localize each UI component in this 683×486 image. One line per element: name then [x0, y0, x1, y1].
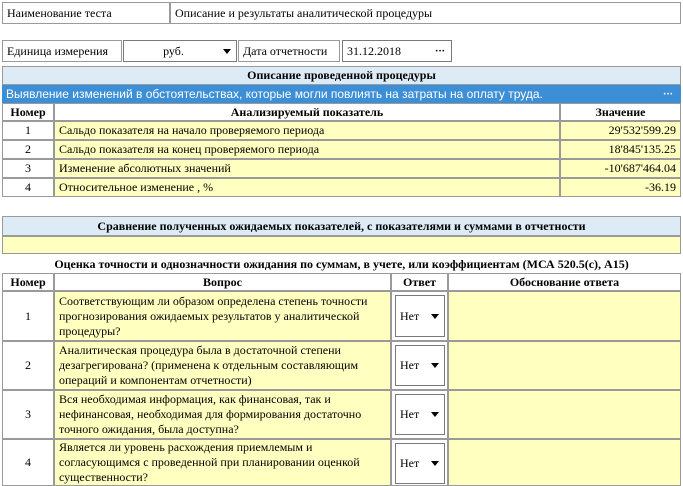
indicator-value: -10'687'464.04	[560, 159, 681, 178]
row-number: 3	[2, 159, 54, 178]
indicator-name: Изменение абсолютных значений	[54, 159, 560, 178]
answer-value: Нет	[400, 308, 420, 323]
question-text: Является ли уровень расхождения приемлемым и согласующимся с проведенной при планировании оценкой существенности?	[54, 439, 391, 486]
question-text: Аналитическая процедура была в достаточной степени дезагрегирована? (применена к отдельным составляющим операций и компонентам отчетности)	[54, 341, 391, 390]
column-header: Ответ	[391, 273, 448, 291]
procedure-description[interactable]	[2, 85, 681, 103]
row-number: 4	[2, 439, 54, 486]
chevron-down-icon	[431, 314, 439, 319]
answer-value: Нет	[400, 358, 420, 372]
comparison-field[interactable]	[2, 236, 681, 254]
unit-select[interactable]	[123, 40, 237, 62]
unit-select-value: руб.	[163, 43, 184, 58]
answer-value: Нет	[400, 407, 420, 421]
report-date-value: 31.12.2018	[347, 43, 401, 58]
report-date-field[interactable]	[342, 40, 452, 62]
question-text: Соответствующим ли образом определена степень точности прогнозирования ожидаемых результатов у аналитической процедуры?	[54, 291, 391, 341]
chevron-down-icon	[223, 49, 231, 54]
indicator-value: -36.19	[560, 178, 681, 197]
procedure-title: Описание проведенной процедуры	[2, 66, 681, 85]
unit-label: Единица измерения	[2, 40, 122, 62]
column-header: Анализируемый показатель	[54, 103, 560, 121]
comparison-title: Сравнение полученных ожидаемых показателей, с показателями и суммами в отчетности	[2, 216, 681, 236]
indicator-name: Сальдо показателя на начало проверяемого периода	[54, 121, 560, 140]
more-icon[interactable]: ···	[662, 88, 673, 100]
answer-select[interactable]	[395, 345, 445, 386]
column-header: Значение	[560, 103, 681, 121]
indicator-name: Относительное изменение , %	[54, 178, 560, 197]
answer-select[interactable]	[395, 443, 445, 484]
answer-cell	[391, 291, 448, 341]
row-number: 2	[2, 341, 54, 390]
row-number: 3	[2, 390, 54, 439]
justification-field[interactable]	[448, 439, 681, 486]
chevron-down-icon	[431, 461, 439, 466]
column-header: Обоснование ответа	[448, 273, 681, 291]
column-header: Вопрос	[54, 273, 391, 291]
indicator-value: 29'532'599.29	[560, 121, 681, 140]
assessment-title: Оценка точности и однозначности ожидания по суммам, в учете, или коэффициентам (МСА 520.5(с), А15)	[54, 256, 629, 271]
more-icon[interactable]: ···	[434, 45, 445, 57]
row-number: 1	[2, 121, 54, 140]
justification-field[interactable]	[448, 341, 681, 390]
report-date-label: Дата отчетности	[238, 40, 340, 62]
indicator-value: 18'845'135.25	[560, 140, 681, 159]
answer-cell	[391, 439, 448, 486]
row-number: 2	[2, 140, 54, 159]
row-number: 4	[2, 178, 54, 197]
question-text: Вся необходимая информация, как финансовая, так и нефинансовая, необходимая для формирования достаточно точного ожидания, была доступна?	[54, 390, 391, 439]
chevron-down-icon	[431, 363, 439, 368]
chevron-down-icon	[431, 412, 439, 417]
answer-select[interactable]	[395, 394, 445, 435]
justification-field[interactable]	[448, 390, 681, 439]
justification-field[interactable]	[448, 291, 681, 341]
column-header: Номер	[2, 103, 54, 121]
test-name-value: Описание и результаты аналитической процедуры	[170, 2, 681, 24]
row-number: 1	[2, 291, 54, 341]
column-header: Номер	[2, 273, 54, 291]
answer-cell	[391, 390, 448, 439]
test-name-label: Наименование теста	[2, 2, 170, 24]
procedure-description-text: Выявление изменений в обстоятельствах, которые могли повлиять на затраты на оплату труда.	[6, 87, 543, 101]
indicator-name: Сальдо показателя на конец проверяемого периода	[54, 140, 560, 159]
answer-cell	[391, 341, 448, 390]
answer-value: Нет	[400, 456, 420, 470]
answer-select[interactable]	[395, 295, 445, 337]
